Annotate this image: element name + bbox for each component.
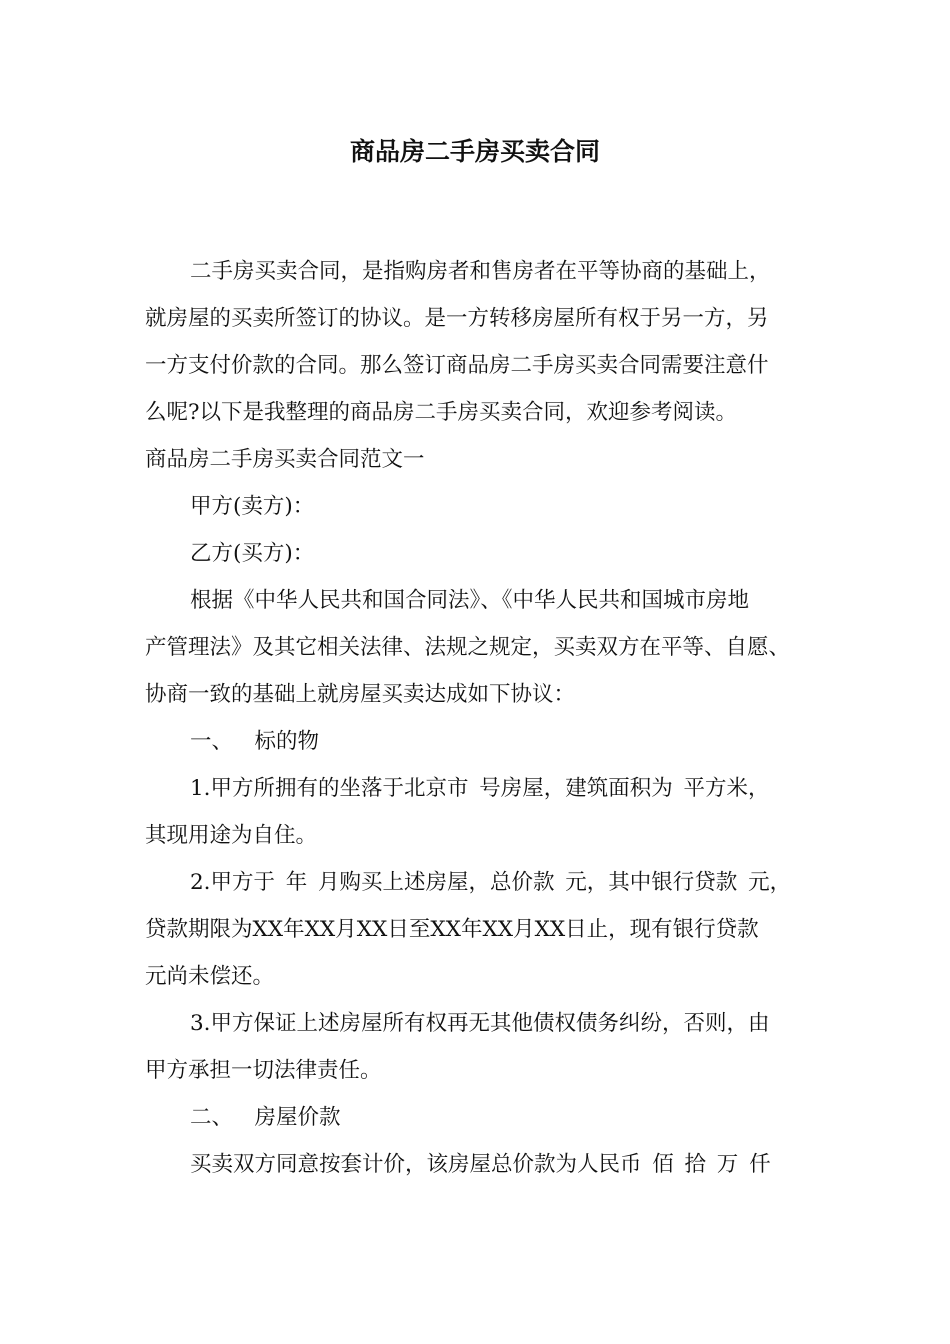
paragraph-line: 二手房买卖合同，是指购房者和售房者在平等协商的基础上， [190, 259, 771, 284]
paragraph-line: 一方支付价款的合同。那么签订商品房二手房买卖合同需要注意什 [145, 353, 769, 378]
clause-text: 买卖双方同意按套计价，该房屋总价款为人民币 [190, 1152, 642, 1177]
clause-text: 1.甲方所拥有的坐落于北京市 [190, 776, 469, 801]
clause-title: 房屋价款 [254, 1105, 341, 1130]
paragraph-line: 贷款期限为XX年XX月XX日至XX年XX月XX日止，现有银行贷款 [145, 917, 759, 942]
price-line [145, 1141, 810, 1188]
clause-text: 仟 [749, 1152, 771, 1177]
clause-number: 二、 [190, 1105, 234, 1130]
clause-text: 平方米， [683, 776, 770, 801]
clause-item-3: 3.甲方保证上述房屋所有权再无其他债权债务纠纷，否则，由 [190, 1011, 770, 1036]
clause-text: 月购买上述房屋，总价款 [318, 870, 555, 895]
clause-number: 一、 [190, 729, 234, 754]
paragraph-line: 其现用途为自住。 [145, 823, 318, 848]
clause-title: 标的物 [254, 729, 320, 754]
paragraph-line: 甲方承担一切法律责任。 [145, 1058, 382, 1083]
clause-heading-2 [145, 1094, 810, 1141]
clause-text: 年 [285, 870, 308, 895]
clause-item-2 [145, 859, 810, 906]
paragraph-line: 元尚未偿还。 [145, 964, 275, 989]
document-title: 商品房二手房买卖合同 [349, 137, 600, 166]
clause-text: 佰 [652, 1152, 674, 1177]
section-heading: 商品房二手房买卖合同范文一 [145, 447, 425, 472]
paragraph-line: 协商一致的基础上就房屋买卖达成如下协议： [145, 682, 576, 707]
clause-text: 元，其中银行贷款 [565, 870, 738, 895]
clause-text: 2.甲方于 [190, 870, 276, 895]
paragraph-line: 就房屋的买卖所签订的协议。是一方转移房屋所有权于另一方，另 [145, 306, 769, 331]
party-b-line: 乙方(买方)： [190, 541, 315, 566]
clause-text: 号房屋，建筑面积为 [479, 776, 673, 801]
paragraph-line: 产管理法》及其它相关法律、法规之规定，买卖双方在平等、自愿、 [145, 635, 791, 660]
paragraph-line: 么呢?以下是我整理的商品房二手房买卖合同，欢迎参考阅读。 [145, 400, 738, 425]
clause-text: 元， [748, 870, 792, 895]
clause-item-1 [145, 765, 810, 812]
clause-heading-1 [145, 718, 810, 765]
clause-text: 拾 [684, 1152, 707, 1177]
clause-text: 万 [716, 1152, 739, 1177]
paragraph-line: 根据《中华人民共和国合同法》、《中华人民共和国城市房地 [190, 588, 750, 613]
party-a-line: 甲方(卖方)： [190, 494, 315, 519]
document-body [145, 248, 810, 1188]
